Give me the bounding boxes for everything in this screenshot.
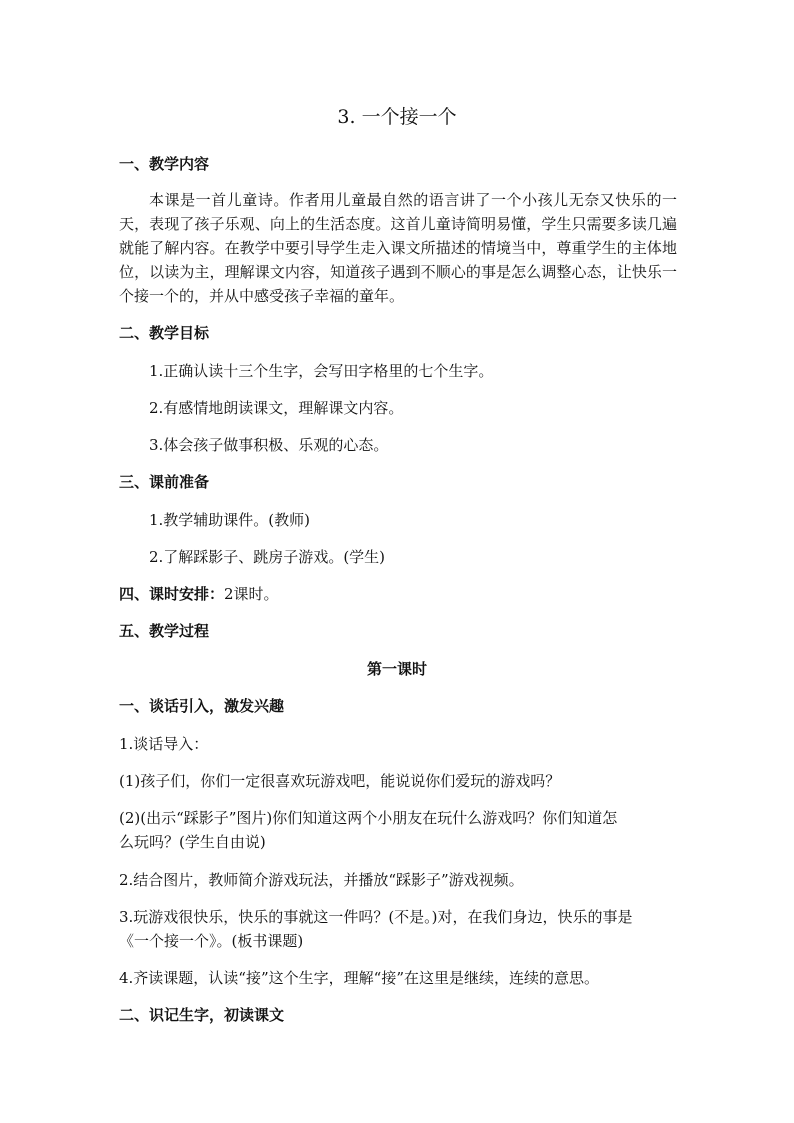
process-line: (2)(出示“踩影子”图片)你们知道这两个小朋友在玩什么游戏吗？你们知道怎 (119, 809, 618, 827)
preparation-item: 1.教学辅助课件。(教师) (149, 511, 311, 529)
content-paragraph: 本课是一首儿童诗。作者用儿童最自然的语言讲了一个小孩儿无奈又快乐的一天，表现了孩子乐观、向上的生活态度。这首儿童诗简明易懂，学生只需要多读几遍就能了解内容。在教学中要引导学生走入课文所描述的情境当中，尊重学生的主体地位，以读为主，理解课文内容，知道孩子遇到不顺心的事是怎么调整心态，让快乐一个接一个的，并从中感受孩子幸福的童年。 (119, 191, 677, 305)
process-line: 4.齐读课题，认读“接”这个生字，理解“接”在这里是继续，连续的意思。 (119, 969, 599, 987)
part-heading-intro: 一、谈话引入，激发兴趣 (119, 697, 285, 715)
page-title: 3. 一个接一个 (337, 106, 457, 128)
section-heading-content: 一、教学内容 (119, 155, 210, 173)
process-line: (1)孩子们，你们一定很喜欢玩游戏吧，能说说你们爱玩的游戏吗？ (119, 772, 561, 790)
section-heading-goals: 二、教学目标 (119, 324, 210, 342)
process-line: 么玩吗？(学生自由说) (119, 833, 266, 851)
section-heading-process: 五、教学过程 (119, 622, 210, 640)
section-heading-preparation: 三、课前准备 (119, 473, 210, 491)
process-line: 《一个接一个》。(板书课题) (119, 932, 304, 950)
goal-item: 3.体会孩子做事积极、乐观的心态。 (149, 436, 389, 454)
schedule-line (119, 584, 279, 604)
part-heading-characters: 二、识记生字，初读课文 (119, 1006, 285, 1024)
lesson-title: 第一课时 (366, 660, 427, 678)
process-line: 2.结合图片，教师简介游戏玩法，并播放“踩影子”游戏视频。 (119, 871, 524, 889)
goal-item: 2.有感情地朗读课文，理解课文内容。 (149, 399, 404, 417)
goal-item: 1.正确认读十三个生字，会写田字格里的七个生字。 (149, 362, 494, 380)
preparation-item: 2.了解踩影子、跳房子游戏。(学生) (149, 548, 386, 566)
process-line: 1.谈话导入： (119, 735, 209, 753)
process-line: 3.玩游戏很快乐，快乐的事就这一件吗？(不是。)对，在我们身边，快乐的事是 (119, 908, 633, 926)
section-heading-schedule: 四、课时安排： (119, 585, 225, 603)
schedule-value: 2课时。 (224, 585, 279, 603)
